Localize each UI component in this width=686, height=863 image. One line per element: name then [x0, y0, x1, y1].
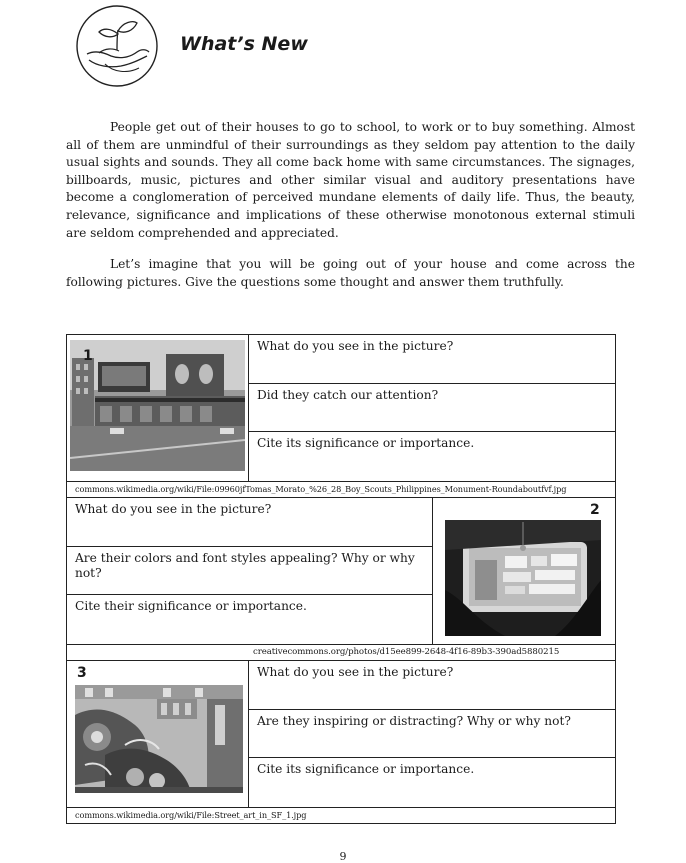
item-1-questions: [249, 335, 616, 482]
item-3-question-1: What do you see in the picture?: [249, 661, 615, 710]
street-art-mural-photo: [75, 685, 243, 793]
item-1-picture-cell: [67, 335, 249, 482]
item-3-number: 3: [77, 665, 87, 681]
instruction-paragraph-text: Let’s imagine that you will be going out of your house and come across the following pictures. Give the questions some thought and answer them truthfully.: [66, 257, 635, 289]
item-2-question-1: What do you see in the picture?: [67, 498, 432, 547]
item-2-row: [67, 498, 616, 645]
hands-holding-plant-icon: [75, 4, 159, 88]
item-2-picture-cell: [433, 498, 616, 645]
item-1-row: [67, 335, 616, 482]
item-1-number: 1: [83, 348, 93, 364]
item-2-credit: creativecommons.org/photos/d15ee899-2648-4f16-89b3-390ad5880215: [67, 645, 616, 661]
item-1-credit: commons.wikimedia.org/wiki/File:09960jfTomas_Morato_%26_28_Boy_Scouts_Philippines_Monument-Roundaboutfvf.jpg: [67, 482, 616, 498]
billboard-street-photo: [70, 340, 245, 471]
jeepney-interior-photo: [445, 520, 601, 636]
section-title: What’s New: [180, 33, 308, 55]
item-2-question-3: Cite their significance or importance.: [75, 599, 307, 613]
item-1-question-3: Cite its significance or importance.: [257, 436, 475, 450]
item-2-question-2: Are their colors and font styles appealing? Why or why not?: [67, 547, 432, 595]
item-3-question-2: Are they inspiring or distracting? Why or why not?: [249, 710, 615, 758]
intro-paragraph-text: People get out of their houses to go to school, to work or to buy something. Almost all of them are unmindful of their surroundings as they seldom pay attention to the daily usual sights and sounds. They all come back home with same circumstances. The signages, billboards, music, pictures and other similar visual and auditory presentations have become a conglomeration of perceived mundane elements of daily life. Thus, the beauty, relevance, significance and implications of these otherwise monotonous external stimuli are seldom comprehended and appreciated.: [66, 120, 635, 240]
item-3-question-3: Cite its significance or importance.: [257, 762, 475, 776]
item-1-question-1: What do you see in the picture?: [249, 335, 615, 384]
intro-paragraph: [66, 119, 635, 242]
item-3-row: [67, 661, 616, 808]
picture-question-table: [66, 334, 616, 824]
item-3-picture-cell: [67, 661, 249, 808]
page-number: 9: [339, 850, 347, 863]
item-2-number: 2: [590, 502, 600, 518]
item-2-questions: [67, 498, 433, 645]
item-1-question-2: Did they catch our attention?: [249, 384, 615, 432]
item-3-questions: [249, 661, 616, 808]
item-3-credit: commons.wikimedia.org/wiki/File:Street_art_in_SF_1.jpg: [67, 808, 616, 824]
instruction-paragraph: [66, 256, 635, 291]
